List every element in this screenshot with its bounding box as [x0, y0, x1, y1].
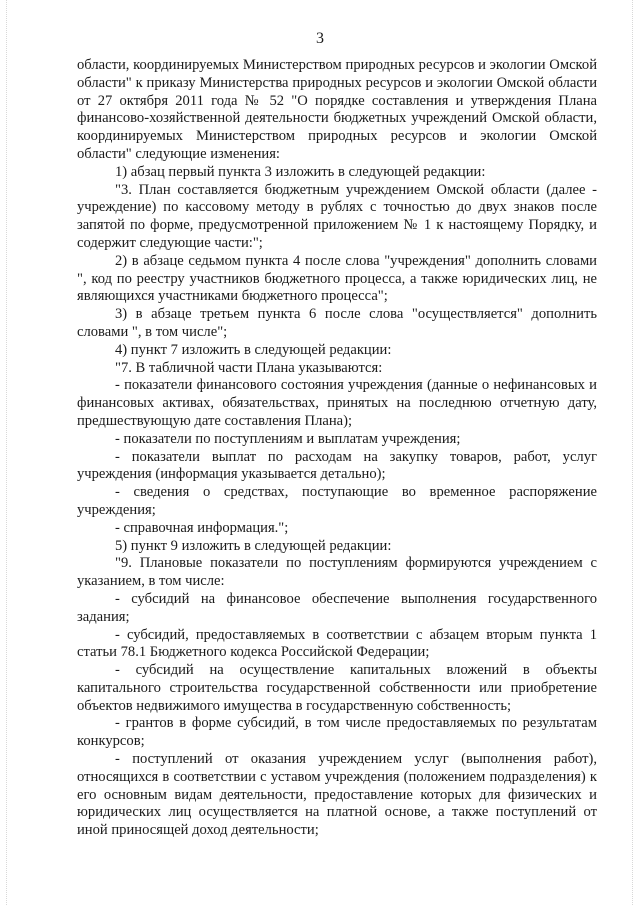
paragraph-item-5: 5) пункт 9 изложить в следующей редакции: — [115, 537, 392, 554]
list-item-subsidy-capital: - субсидий на осуществление капитальных вложений в объекты капитального строительства государственной собственности или приобретение объектов недвижимого имущества в государственную собственность; — [77, 662, 597, 714]
paragraph-quote-3: "3. План составляется бюджетным учреждением Омской области (далее - учреждение) по кассовому методу в рублях с точностью до двух знаков после запятой по форме, предусмотренной приложением № 1 к настоящему Порядку, и содержит следующие части:"; — [77, 181, 597, 251]
list-item-financial-state: - показатели финансового состояния учреждения (данные о нефинансовых и финансовых активах, обязательствах, принятых на последнюю отчетную дату, предшествующую дате составления Плана); — [77, 377, 597, 429]
list-item-subsidy-78-1: - субсидий, предоставляемых в соответствии с абзацем вторым пункта 1 статьи 78.1 Бюджетного кодекса Российской Федерации; — [77, 626, 597, 661]
document-body — [77, 57, 597, 840]
list-item-temporary-funds: - сведения о средствах, поступающие во временное распоряжение учреждения; — [77, 484, 597, 518]
paragraph-item-1: 1) абзац первый пункта 3 изложить в следующей редакции: — [115, 163, 486, 180]
scan-right-edge — [632, 0, 634, 905]
paragraph-item-3: 3) в абзаце третьем пункта 6 после слова "осуществляется" дополнить словами ", в том числе"; — [77, 306, 597, 340]
list-item-receipts-payments: - показатели по поступлениям и выплатам учреждения; — [115, 430, 461, 447]
paragraph-item-2: 2) в абзаце седьмом пункта 4 после слова "учреждения" дополнить словами ", код по реестру участников бюджетного процесса, а также юридических лиц, не являющихся участниками бюджетного процесса"; — [77, 252, 597, 305]
list-item-reference-info: - справочная информация."; — [115, 519, 289, 536]
scan-left-edge — [6, 0, 8, 905]
list-item-purchase-payments: - показатели выплат по расходам на закупку товаров, работ, услуг учреждения (информация указывается детально); — [77, 448, 597, 483]
page-number: 3 — [316, 30, 324, 47]
list-item-grants: - грантов в форме субсидий, в том числе предоставляемых по результатам конкурсов; — [77, 715, 597, 750]
list-item-subsidy-state-task: - субсидий на финансовое обеспечение выполнения государственного задания; — [77, 590, 597, 625]
paragraph-item-4: 4) пункт 7 изложить в следующей редакции: — [115, 341, 392, 358]
list-item-paid-services: - поступлений от оказания учреждением услуг (выполнения работ), относящихся в соответствии с уставом учреждения (положением подразделения) к его основным видам деятельности, предоставление которых для физических и юридических лиц осуществляется на платной основе, а также поступлений от иной приносящей доход деятельности; — [77, 751, 597, 839]
paragraph-quote-7: "7. В табличной части Плана указываются: — [115, 359, 383, 376]
paragraph-intro: области, координируемых Министерством природных ресурсов и экологии Омской области" к приказу Министерства природных ресурсов и экологии Омской области от 27 октября 2011 года № 52 "О порядке составления и утверждения Плана финансово-хозяйственной деятельности бюджетных учреждений Омской области, координируемых Министерством природных ресурсов и экологии Омской области" следующие изменения: — [77, 57, 597, 162]
paragraph-quote-9: "9. Плановые показатели по поступлениям формируются учреждением с указанием, в том числе: — [77, 555, 597, 590]
